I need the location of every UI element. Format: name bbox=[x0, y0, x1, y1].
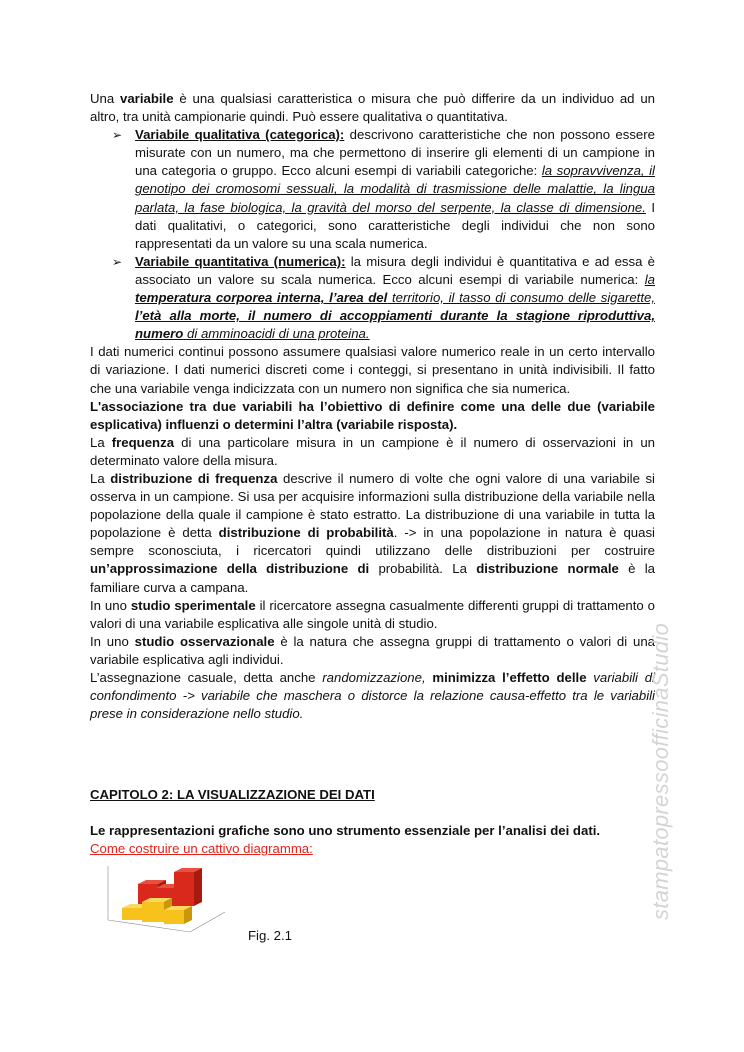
term-variabile: variabile bbox=[120, 91, 174, 106]
examples-categoriche: la sopravvivenza, il genotipo dei cromosomi sessuali, la modalità di trasmissione delle malattie, la lingua parlata, la fase biologica, la gravità del morso del serpente, la classe di dimensione. bbox=[135, 163, 655, 215]
chapter-heading: CAPITOLO 2: LA VISUALIZZAZIONE DEI DATI bbox=[90, 787, 375, 802]
text: descrivono caratteristiche che non possono essere misurate con un numero, ma che permettono di inserire gli elementi di un campione in una categoria o gruppo. Ecco alcuni esempi di variabili categoriche: bbox=[135, 127, 655, 179]
bullet-qualitativa bbox=[90, 126, 655, 253]
term-studio-sperimentale: studio sperimentale bbox=[130, 597, 256, 613]
term-variabile-quantitativa: Variabile quantitativa (numerica): bbox=[135, 253, 346, 269]
text: Una bbox=[90, 91, 121, 106]
term-variabile-qualitativa: Variabile qualitativa (categorica): bbox=[135, 127, 345, 143]
text: il ricercatore assegna casualmente differenti gruppi di trattamento o valori di una variabile esplicativa alle singole unità di studio. bbox=[90, 597, 655, 631]
text: è una qualsiasi caratteristica o misura che può differire da un individuo ad un altro, tra unità campionarie quindi. Può essere qualitativa o quantitativa. bbox=[90, 91, 655, 125]
text: è la familiare curva a campana. bbox=[90, 561, 655, 595]
paragraph-distribuzione bbox=[90, 470, 655, 597]
text: In uno bbox=[90, 597, 131, 613]
text: I dati qualitativi, o categorici, sono caratteristiche degli individui che non sono rappresentati da un valore su una scala numerica. bbox=[135, 199, 655, 251]
paragraph-frequenza bbox=[90, 434, 655, 470]
document-body bbox=[90, 90, 655, 723]
term-distribuzione-probabilita: distribuzione di probabilità bbox=[218, 525, 394, 541]
paragraph-studio-sperimentale bbox=[90, 597, 655, 633]
arrow-bullet-icon: ➢ bbox=[112, 254, 123, 269]
paragraph-randomizzazione bbox=[90, 669, 655, 723]
text: è la natura che assegna gruppi di trattamento o valori di una variabile esplicativa agli individui. bbox=[90, 633, 655, 667]
bar-front-right bbox=[164, 906, 192, 924]
text: la misura degli individui è quantitativa e ad essa è associato un valore su scala numerica. Ecco alcuni esempi di variabile numerica: bbox=[135, 253, 655, 287]
text: minimizza l’effetto delle bbox=[425, 670, 594, 685]
example-text: di amminoacidi di una proteina. bbox=[183, 326, 370, 342]
figure-caption: Fig. 2.1 bbox=[248, 928, 292, 943]
paragraph-variabile bbox=[90, 90, 655, 126]
text: In uno bbox=[90, 633, 135, 649]
watermark: stampatopressoofficinaStudio bbox=[648, 622, 673, 920]
paragraph-dati-numerici: I dati numerici continui possono assumere qualsiasi valore numerico reale in un certo intervallo di variazione. I dati numerici discreti come i conteggi, si presentano in unità indivisibili. Il fatto che una variabile venga indicizzata con un numero non significa che sia numerica. bbox=[90, 344, 655, 396]
text: . -> in una popolazione in natura è quasi sempre sconosciuta, i ricercatori quindi utilizzano delle distribuzioni per costruire bbox=[90, 525, 655, 559]
bad-3d-bar-chart-figure bbox=[100, 862, 230, 942]
intro-sentence: Le rappresentazioni grafiche sono uno strumento essenziale per l’analisi dei dati. bbox=[90, 823, 601, 838]
term-approssimazione: un’approssimazione della distribuzione di bbox=[90, 561, 370, 577]
bullet-quantitativa bbox=[90, 253, 655, 343]
text: probabilità. La bbox=[369, 561, 477, 577]
example-text: la bbox=[644, 271, 655, 287]
term-studio-osservazionale: studio osservazionale bbox=[134, 633, 275, 649]
text: L’assegnazione casuale, detta anche bbox=[90, 670, 323, 685]
term-distribuzione-normale: distribuzione normale bbox=[476, 561, 619, 577]
text: di una particolare misura in un campione è il numero di osservazioni in un determinato valore della misura. bbox=[90, 434, 655, 468]
term-distribuzione-frequenza: distribuzione di frequenza bbox=[110, 470, 278, 486]
text: descrive il numero di volte che ogni valore di una variabile si osserva in un campione. Si usa per acquisire informazioni sulla distribuzione della variabile nella popolazione della quale il campione è stato estratto. La distribuzione di una variabile in tutta la popolazione è detta bbox=[90, 470, 655, 541]
example-text: territorio, il tasso di consumo delle sigarette, bbox=[387, 290, 655, 306]
text: La bbox=[90, 434, 112, 450]
example-text: l’età alla morte, il numero di accoppiamenti durante la stagione riproduttiva, numero bbox=[135, 308, 655, 342]
example-text: temperatura corporea interna, l’area del bbox=[135, 290, 388, 306]
text: La bbox=[90, 470, 111, 486]
bar-back-right bbox=[174, 868, 202, 906]
term-variabili-confondimento: variabili di confondimento -> variabile che maschera o distorce la relazione causa-effetto tra le variabili prese in considerazione nello studio. bbox=[90, 670, 655, 722]
paragraph-associazione: L'associazione tra due variabili ha l’obiettivo di definire come una delle due (variabile esplicativa) influenzi o determini l’altra (variabile risposta). bbox=[90, 398, 655, 432]
term-frequenza: frequenza bbox=[111, 434, 175, 450]
term-randomizzazione: randomizzazione, bbox=[322, 670, 426, 685]
paragraph-studio-osservazionale bbox=[90, 633, 655, 669]
arrow-bullet-icon: ➢ bbox=[112, 128, 123, 143]
bad-chart-heading: Come costruire un cattivo diagramma: bbox=[90, 841, 313, 856]
